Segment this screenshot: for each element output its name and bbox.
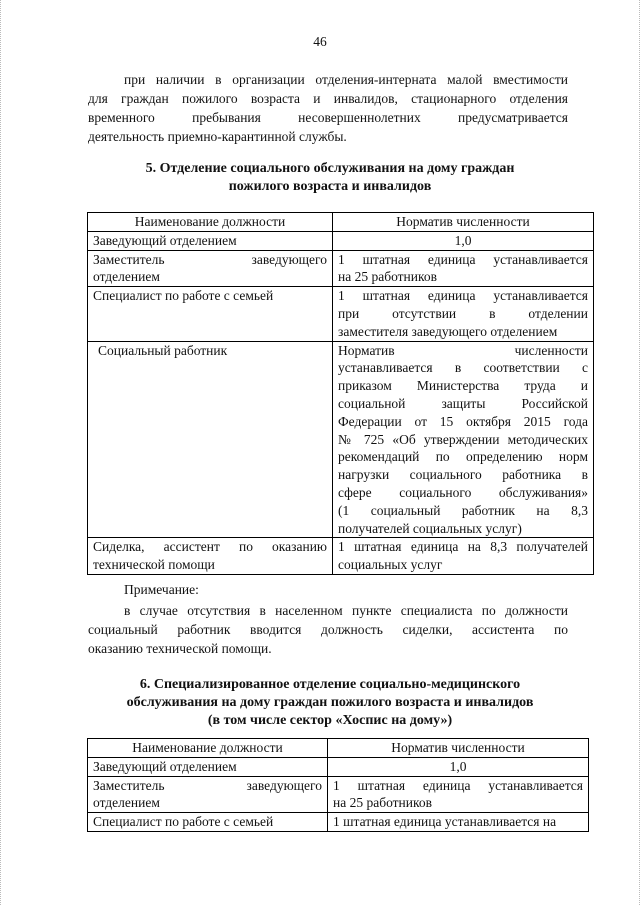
norm-cell: 1 штатная единица устанавливается при отсутствии в отделении заместителя заведующего отделением [333, 287, 594, 341]
section6-title-line: обслуживания на дому граждан пожилого возраста и инвалидов [126, 695, 534, 710]
column-header-position: Наименование должности [88, 213, 333, 232]
position-cell: Специалист по работе с семьей [88, 813, 328, 832]
table-header-row [88, 739, 589, 758]
position-cell: Заместитель заведующего отделением [88, 776, 328, 813]
table-row [88, 287, 594, 341]
table-row [88, 250, 594, 287]
section6-title-line: 6. Специализированное отделение социально-медицинского [139, 677, 521, 692]
note-line: оказанию технической помощи. [88, 641, 272, 656]
section6-title [60, 676, 600, 730]
norm-cell: Норматив численности устанавливается в соответствии с приказом Министерства труда и социальной защиты Российской Федерации от 15 октября 2015 года № 725 «Об утверждении методических рекомендаций по определению норм нагрузки социального работника в сфере социального обслуживания» (1 социальный работник на 8,3 получателей социальных услуг) [333, 341, 594, 538]
position-cell: Заместитель заведующего отделением [88, 250, 333, 287]
section6-title-line: (в том числе сектор «Хоспис на дому») [207, 713, 453, 728]
norm-cell: 1 штатная единица устанавливается на 25 работников [333, 250, 594, 287]
table-row [88, 341, 594, 538]
position-cell: Заведующий отделением [88, 757, 328, 776]
column-header-norm: Норматив численности [328, 739, 589, 758]
table-row [88, 813, 589, 832]
table-row [88, 757, 589, 776]
position-cell: Специалист по работе с семьей [88, 287, 333, 341]
position-cell: Заведующий отделением [88, 231, 333, 250]
table-header-row [88, 213, 594, 232]
intro-line: при наличии в организации отделения-интерната малой вместимости [124, 72, 568, 87]
norm-cell: 1 штатная единица на 8,3 получателей социальных услуг [333, 538, 594, 575]
norm-cell: 1 штатная единица устанавливается на [328, 813, 589, 832]
intro-line: для граждан пожилого возраста и инвалидов, стационарного отделения [88, 91, 568, 106]
norm-cell: 1,0 [328, 757, 589, 776]
table-row [88, 231, 594, 250]
position-cell: Социальный работник [88, 341, 333, 538]
section5-title-line: пожилого возраста и инвалидов [228, 179, 432, 194]
position-cell: Сиделка, ассистент по оказанию технической помощи [88, 538, 333, 575]
note-line: социальный работник вводится должность сиделки, ассистента по [88, 622, 568, 637]
note-label: Примечание: [124, 582, 199, 597]
norm-cell: 1 штатная единица устанавливается на 25 работников [328, 776, 589, 813]
scan-edge-left [0, 0, 3, 905]
note-line: в случае отсутствия в населенном пункте специалиста по должности [124, 603, 568, 618]
intro-line: деятельность приемно-карантинной службы. [88, 129, 347, 144]
intro-paragraph [88, 70, 568, 146]
column-header-position: Наименование должности [88, 739, 328, 758]
section5-title-line: 5. Отделение социального обслуживания на дому граждан [145, 161, 515, 176]
section5-title [60, 160, 600, 196]
section5-table [87, 212, 594, 575]
table-row [88, 538, 594, 575]
table-row [88, 776, 589, 813]
note-paragraph [88, 601, 568, 658]
section6-table [87, 738, 589, 832]
intro-line: временного пребывания несовершеннолетних предусматривается [88, 110, 568, 125]
column-header-norm: Норматив численности [333, 213, 594, 232]
norm-cell: 1,0 [333, 231, 594, 250]
page-number: 46 [313, 34, 327, 49]
